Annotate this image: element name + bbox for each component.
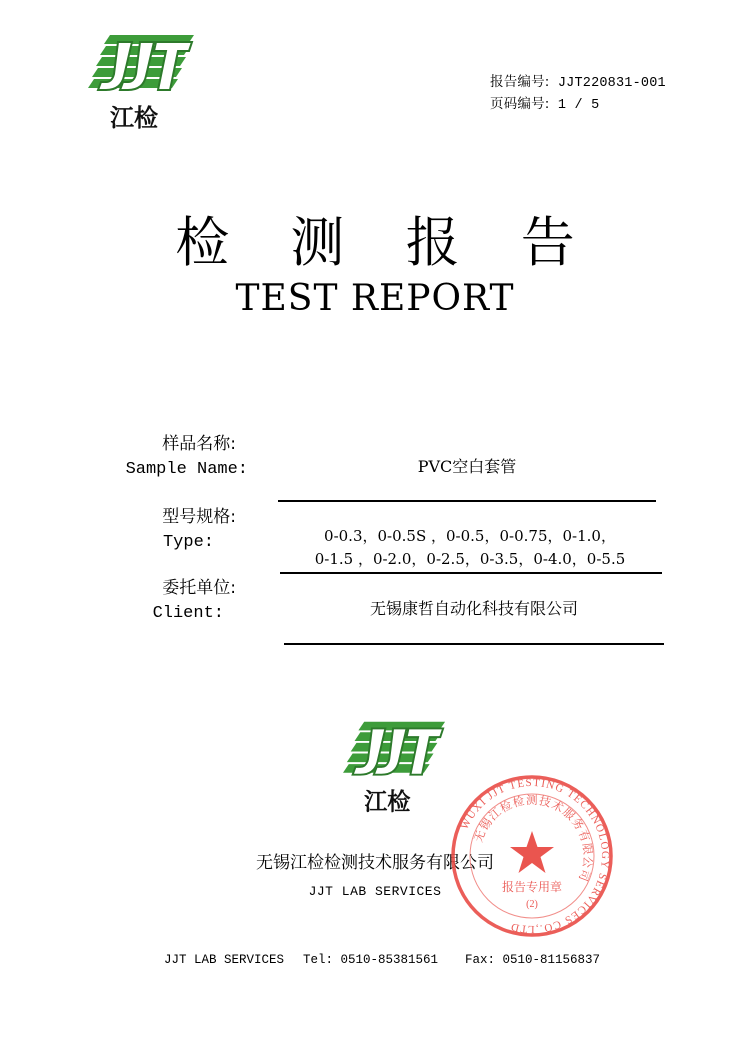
- title-cn: 检 测 报 告: [175, 211, 597, 274]
- sample-label-en: Sample Name:: [125, 460, 248, 479]
- seal-inner-text: 无锡江检检测技术服务有限公司: [471, 792, 596, 885]
- company-logo-cn-text: 江检: [364, 789, 411, 816]
- footer-company: JJT LAB SERVICES: [164, 953, 285, 967]
- seal-number: (2): [526, 899, 538, 910]
- title-en: TEST REPORT: [235, 278, 515, 319]
- report-number-label: 报告编号:: [490, 74, 550, 90]
- company-name-cn: 无锡江检检测技术服务有限公司: [256, 853, 494, 873]
- seal-center-text: 报告专用章: [501, 880, 563, 894]
- type-value-line-1: 0-0.3，0-0.5S ，0-0.5，0-0.75，0-1.0，: [324, 527, 616, 545]
- type-label-en: Type:: [162, 533, 214, 552]
- report-number: JJT220831-001: [557, 76, 666, 91]
- sample-label-cn: 样品名称:: [162, 434, 236, 454]
- company-name-en: JJT LAB SERVICES: [308, 884, 442, 899]
- page-number-label: 页码编号:: [490, 96, 550, 112]
- client-label-en: Client:: [152, 604, 224, 623]
- page-number: 1 / 5: [557, 98, 600, 113]
- report-number-line: [490, 72, 666, 94]
- page-number-line: [490, 94, 666, 116]
- client-value: 无锡康哲自动化科技有限公司: [369, 599, 578, 618]
- company-logo: [343, 716, 447, 816]
- client-label-cn: 委托单位:: [162, 578, 236, 598]
- sample-underline: [278, 500, 656, 502]
- client-underline: [284, 643, 664, 645]
- footer-tel: Tel: 0510-85381561: [303, 953, 439, 967]
- header-logo: [88, 30, 196, 132]
- official-seal: [449, 773, 615, 939]
- seal-star-icon: [510, 831, 554, 873]
- sample-value: PVC空白套管: [417, 457, 517, 476]
- logo-cn-text: 江检: [110, 104, 158, 132]
- type-value-line-2: 0-1.5 ，0-2.0，0-2.5，0-3.5，0-4.0，0-5.5: [314, 550, 626, 568]
- type-underline: [280, 572, 662, 574]
- type-label-cn: 型号规格:: [162, 507, 236, 527]
- footer-fax: Fax: 0510-81156837: [465, 953, 601, 967]
- report-meta: [490, 72, 666, 116]
- seal-outer-text: WUXI JJT TESTING TECHNOLOGY SERVICES CO.,LTD: [458, 776, 612, 936]
